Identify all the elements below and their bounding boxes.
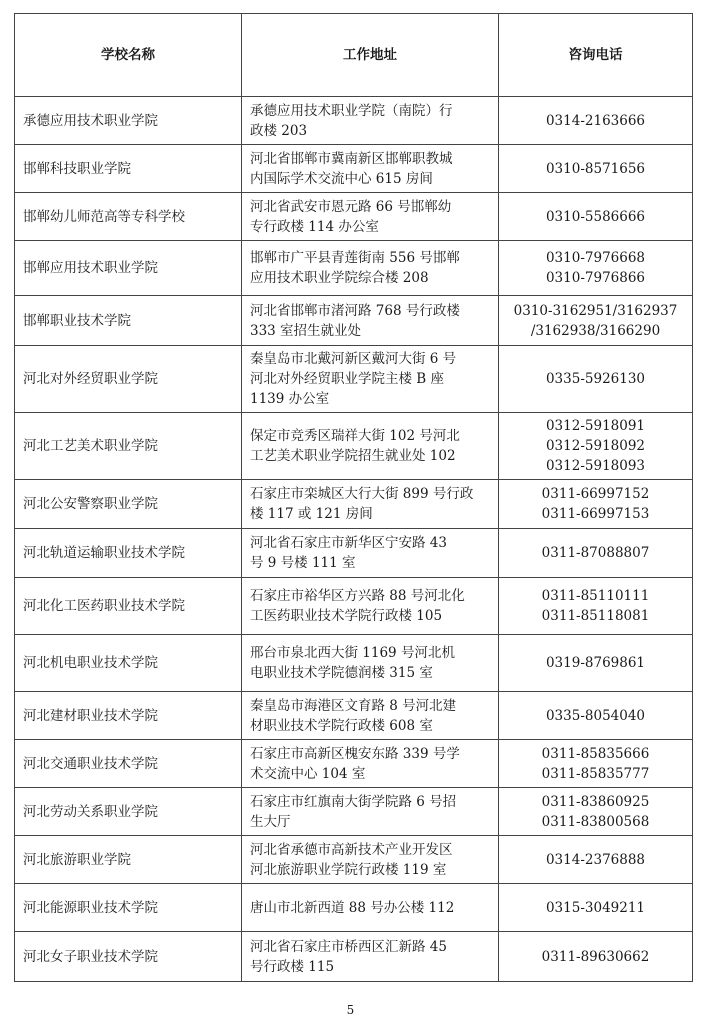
address-line: 术交流中心 104 室 xyxy=(250,765,366,782)
address-cell xyxy=(242,413,499,480)
phone-cell xyxy=(499,145,693,193)
phone-cell xyxy=(499,932,693,982)
school-name-cell: 河北工艺美术职业学院 xyxy=(15,413,242,480)
table-row xyxy=(15,578,693,635)
address-cell xyxy=(242,241,499,296)
school-name-cell: 河北能源职业技术学院 xyxy=(15,884,242,932)
phone-number: 0312-5918092 xyxy=(545,438,646,454)
address-cell xyxy=(242,692,499,740)
phone-number: 0311-85835666 xyxy=(541,745,650,762)
address-cell xyxy=(242,529,499,578)
school-contact-table xyxy=(14,13,693,982)
school-name-cell: 河北交通职业技术学院 xyxy=(15,740,242,788)
phone-number: 0311-85110111 xyxy=(541,588,650,604)
school-name-cell: 河北建材职业技术学院 xyxy=(15,692,242,740)
address-line: 1139 办公室 xyxy=(250,391,330,407)
address-cell xyxy=(242,740,499,788)
school-name-cell: 邯郸应用技术职业学院 xyxy=(15,241,242,296)
phone-number: 0312-5918091 xyxy=(545,418,646,434)
school-name-cell: 邯郸幼儿师范高等专科学校 xyxy=(15,193,242,241)
address-line: 河北旅游职业学院行政楼 119 室 xyxy=(250,861,447,878)
table-row xyxy=(15,884,693,932)
address-line: 石家庄市高新区槐安东路 339 号学 xyxy=(250,745,460,762)
address-line: 唐山市北新西道 88 号办公楼 112 xyxy=(250,899,455,916)
table-header-row xyxy=(15,14,693,97)
address-cell xyxy=(242,635,499,692)
table-row xyxy=(15,145,693,193)
address-cell xyxy=(242,788,499,836)
school-name-cell: 河北轨道运输职业技术学院 xyxy=(15,529,242,578)
table-row xyxy=(15,296,693,346)
address-cell xyxy=(242,932,499,982)
address-line: 石家庄市红旗南大街学院路 6 号招 xyxy=(250,793,457,810)
phone-number: 0310-3162951/3162937 xyxy=(513,302,678,319)
address-line: 生大厅 xyxy=(250,813,291,830)
school-name-cell: 河北化工医药职业技术学院 xyxy=(15,578,242,635)
phone-cell xyxy=(499,836,693,884)
table-row xyxy=(15,193,693,241)
table-row xyxy=(15,635,693,692)
phone-number: 0319-8769861 xyxy=(545,655,646,671)
address-cell xyxy=(242,97,499,145)
phone-cell xyxy=(499,97,693,145)
address-cell xyxy=(242,578,499,635)
school-name-cell: 河北机电职业技术学院 xyxy=(15,635,242,692)
table-row xyxy=(15,413,693,480)
address-line: 河北省承德市高新技术产业开发区 xyxy=(250,841,453,858)
address-line: 秦皇岛市海港区文育路 8 号河北建 xyxy=(250,697,457,714)
phone-number: 0311-87088807 xyxy=(541,545,650,561)
address-line: 河北省邯郸市渚河路 768 号行政楼 xyxy=(250,302,460,319)
address-cell xyxy=(242,836,499,884)
phone-number: 0312-5918093 xyxy=(545,458,646,474)
address-line: 工医药职业技术学院行政楼 105 xyxy=(250,608,443,624)
address-line: 河北省石家庄市桥西区汇新路 45 xyxy=(250,938,447,955)
address-cell xyxy=(242,296,499,346)
table-row xyxy=(15,97,693,145)
phone-number: 0311-66997153 xyxy=(541,506,650,522)
address-cell xyxy=(242,193,499,241)
phone-cell xyxy=(499,529,693,578)
address-line: 专行政楼 114 办公室 xyxy=(250,218,379,235)
address-cell xyxy=(242,884,499,932)
table-row xyxy=(15,241,693,296)
table-row xyxy=(15,932,693,982)
phone-cell xyxy=(499,346,693,413)
phone-number: 0310-7976866 xyxy=(545,270,646,286)
phone-number: /3162938/3166290 xyxy=(530,322,661,339)
school-name-cell: 河北女子职业技术学院 xyxy=(15,932,242,982)
phone-number: 0335-8054040 xyxy=(545,707,646,724)
address-cell xyxy=(242,346,499,413)
address-line: 河北省武安市恩元路 66 号邯郸幼 xyxy=(250,198,452,215)
phone-cell xyxy=(499,740,693,788)
header-school-name: 学校名称 xyxy=(15,14,242,97)
phone-number: 0310-8571656 xyxy=(545,160,646,177)
phone-cell xyxy=(499,241,693,296)
phone-number: 0311-83860925 xyxy=(541,793,650,810)
address-cell xyxy=(242,145,499,193)
phone-number: 0310-7976668 xyxy=(545,250,646,266)
address-line: 河北省石家庄市新华区宁安路 43 xyxy=(250,535,447,551)
phone-number: 0314-2163666 xyxy=(545,112,646,129)
school-name-cell: 河北对外经贸职业学院 xyxy=(15,346,242,413)
address-line: 楼 117 或 121 房间 xyxy=(250,506,373,522)
address-line: 承德应用技术职业学院（南院）行 xyxy=(250,102,453,119)
phone-number: 0310-5586666 xyxy=(545,208,646,225)
header-phone: 咨询电话 xyxy=(499,14,693,97)
phone-cell xyxy=(499,193,693,241)
address-line: 保定市竞秀区瑞祥大街 102 号河北 xyxy=(250,428,460,444)
phone-cell xyxy=(499,788,693,836)
address-line: 石家庄市裕华区方兴路 88 号河北化 xyxy=(250,588,465,604)
table-row xyxy=(15,480,693,529)
table-row xyxy=(15,740,693,788)
school-name-cell: 河北劳动关系职业学院 xyxy=(15,788,242,836)
address-line: 邢台市泉北西大街 1169 号河北机 xyxy=(250,645,455,661)
phone-cell xyxy=(499,296,693,346)
table-row xyxy=(15,836,693,884)
address-line: 号 9 号楼 111 室 xyxy=(250,555,356,571)
address-line: 政楼 203 xyxy=(250,122,308,139)
address-line: 秦皇岛市北戴河新区戴河大街 6 号 xyxy=(250,351,457,367)
phone-cell xyxy=(499,578,693,635)
phone-number: 0311-85118081 xyxy=(541,608,650,624)
phone-cell xyxy=(499,480,693,529)
address-line: 应用技术职业学院综合楼 208 xyxy=(250,270,429,286)
school-name-cell: 河北公安警察职业学院 xyxy=(15,480,242,529)
table-row xyxy=(15,692,693,740)
school-name-cell: 河北旅游职业学院 xyxy=(15,836,242,884)
address-line: 河北对外经贸职业学院主楼 B 座 xyxy=(250,371,445,387)
school-name-cell: 邯郸科技职业学院 xyxy=(15,145,242,193)
school-name-cell: 邯郸职业技术学院 xyxy=(15,296,242,346)
phone-cell xyxy=(499,884,693,932)
phone-cell xyxy=(499,413,693,480)
address-line: 内国际学术交流中心 615 房间 xyxy=(250,170,433,187)
school-name-cell: 承德应用技术职业学院 xyxy=(15,97,242,145)
address-line: 材职业技术学院行政楼 608 室 xyxy=(250,717,433,734)
header-work-address: 工作地址 xyxy=(242,14,499,97)
address-line: 333 室招生就业处 xyxy=(250,322,362,339)
phone-number: 0311-85835777 xyxy=(541,765,650,782)
address-line: 工艺美术职业学院招生就业处 102 xyxy=(250,448,456,464)
address-line: 电职业技术学院德润楼 315 室 xyxy=(250,665,433,681)
address-line: 邯郸市广平县青莲街南 556 号邯郸 xyxy=(250,250,460,266)
phone-number: 0335-5926130 xyxy=(545,371,646,387)
address-cell xyxy=(242,480,499,529)
table-row xyxy=(15,788,693,836)
phone-number: 0314-2376888 xyxy=(545,851,646,868)
phone-number: 0315-3049211 xyxy=(545,899,646,916)
address-line: 石家庄市栾城区大行大街 899 号行政 xyxy=(250,486,474,502)
phone-cell xyxy=(499,692,693,740)
phone-number: 0311-89630662 xyxy=(541,948,650,965)
table-row xyxy=(15,346,693,413)
address-line: 河北省邯郸市冀南新区邯郸职教城 xyxy=(250,150,453,167)
phone-number: 0311-83800568 xyxy=(541,813,650,830)
page-number: 5 xyxy=(346,1003,355,1017)
phone-number: 0311-66997152 xyxy=(541,486,650,502)
address-line: 号行政楼 115 xyxy=(250,958,335,975)
table-row xyxy=(15,529,693,578)
phone-cell xyxy=(499,635,693,692)
